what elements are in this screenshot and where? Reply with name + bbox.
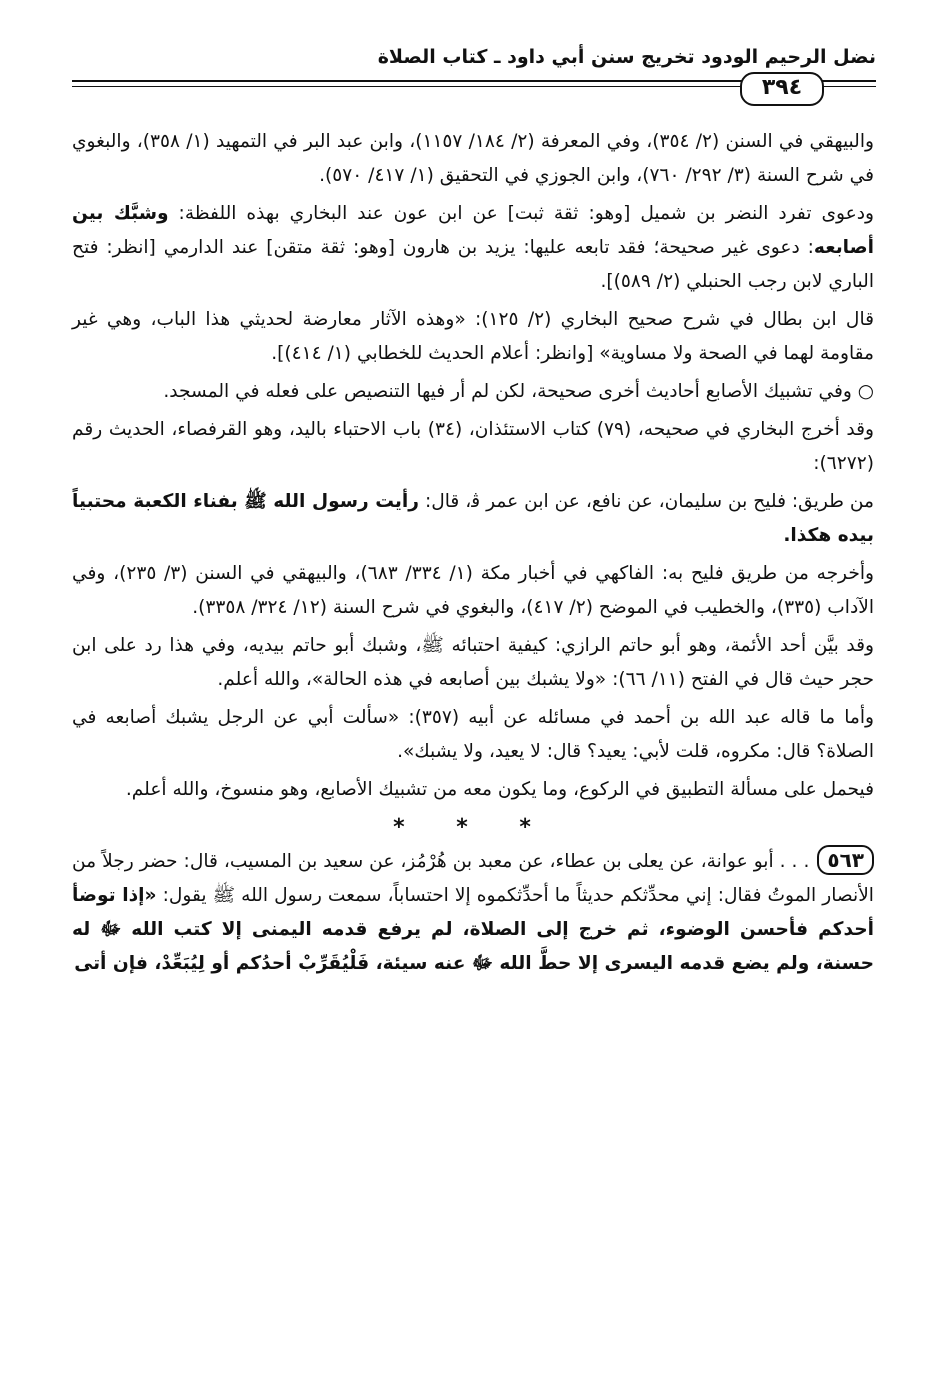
- paragraph: قال ابن بطال في شرح صحيح البخاري (٢/ ١٢٥): «وهذه الآثار معارضة لحديثي هذا الباب، وهي غير مقاومة لهما في الصحة ولا مساوية» [وانظر: أعلام الحديث للخطابي (١/ ٤١٤)].: [72, 309, 874, 364]
- paragraph: والبيهقي في السنن (٢/ ٣٥٤)، وفي المعرفة (٢/ ١٨٤/ ١١٥٧)، وابن عبد البر في التمهيد (١/ ٣٥٨)، والبغوي في شرح السنة (٣/ ٢٩٢/ ٧٦٠)، وابن الجوزي في التحقيق (١/ ٤١٧/ ٥٧٠).: [72, 131, 874, 186]
- paragraph: [72, 197, 874, 299]
- paragraph: [72, 485, 874, 553]
- paragraph-text: من طريق: فليح بن سليمان، عن نافع، عن ابن عمر ﭬ، قال:: [419, 491, 874, 512]
- hadith-paragraph: [72, 845, 874, 981]
- section-separator: * * *: [393, 815, 553, 840]
- paragraph: وقد بيَّن أحد الأئمة، وهو أبو حاتم الرازي: كيفية احتبائه ﷺ، وشبك أبو حاتم بيديه، وفي هذا رد على ابن حجر حيث قال في الفتح (١١/ ٦٦): «ولا يشبك بين أصابعه في هذه الحالة»، والله أعلم.: [72, 635, 874, 690]
- paragraph: فيحمل على مسألة التطبيق في الركوع، وما يكون معه من تشبيك الأصابع، وهو منسوخ، والله أعلم.: [125, 779, 874, 800]
- running-title: نضل الرحيم الودود تخريج سنن أبي داود ـ كتاب الصلاة: [377, 46, 876, 68]
- paragraph-text: : دعوى غير صحيحة؛ فقد تابعه عليها: يزيد بن هارون [وهو: ثقة متقن] عند الدارمي [انظر: فتح الباري لابن رجب الحنبلي (٢/ ٥٨٩)].: [72, 237, 874, 292]
- page-header: [72, 46, 876, 108]
- paragraph: ○ وفي تشبيك الأصابع أحاديث أخرى صحيحة، لكن لم أر فيها التنصيص على فعله في المسجد.: [163, 381, 874, 402]
- hadith-number: ٥٦٣: [817, 845, 874, 875]
- paragraph-text: ودعوى تفرد النضر بن شميل [وهو: ثقة ثبت] عن ابن عون عند البخاري بهذه اللفظة:: [168, 203, 874, 224]
- paragraph: وأخرجه من طريق فليح به: الفاكهي في أخبار مكة (١/ ٣٣٤/ ٦٨٣)، والبيهقي في السنن (٣/ ٢٣٥)، وفي الآداب (٣٣٥)، والخطيب في الموضح (٢/ ٤١٧)، والبغوي في شرح السنة (١٢/ ٣٢٤/ ٣٣٥٨).: [72, 563, 874, 618]
- page-body: [72, 125, 874, 985]
- bold-quote: رأيت رسول الله ﷺ بفناء الكعبة محتبياً بيده هكذا.: [72, 491, 874, 546]
- bold-quote: وشبَّك بين أصابعه: [72, 203, 874, 258]
- page-number: ٣٩٤: [740, 72, 824, 106]
- hadith-text: «إذا توضأ أحدكم فأحسن الوضوء، ثم خرج إلى الصلاة، لم يرفع قدمه اليمنى إلا كتب الله ﷻ له حسنة، ولم يضع قدمه اليسرى إلا حطَّ الله ﷻ عنه سيئة، فَلْيُقَرِّبْ أحدُكم أو لِيُبَعِّدْ، فإن أتى: [72, 885, 874, 974]
- hadith-intro: . . . أبو عوانة، عن يعلى بن عطاء، عن معبد بن هُرْمُز، عن سعيد بن المسيب، قال: حضر رجلاً من الأنصار الموتُ فقال: إني محدِّثكم حديثاً ما أحدِّثكموه إلا احتساباً، سمعت رسول الله ﷺ يقول:: [72, 851, 874, 906]
- paragraph: وقد أخرج البخاري في صحيحه، (٧٩) كتاب الاستئذان، (٣٤) باب الاحتباء باليد، وهو القرفصاء، الحديث رقم (٦٢٧٢):: [72, 419, 874, 474]
- paragraph: وأما ما قاله عبد الله بن أحمد في مسائله عن أبيه (٣٥٧): «سألت أبي عن الرجل يشبك أصابعه في الصلاة؟ قال: مكروه، قلت لأبي: يعيد؟ قال: لا يعيد، ولا يشبك».: [72, 707, 874, 762]
